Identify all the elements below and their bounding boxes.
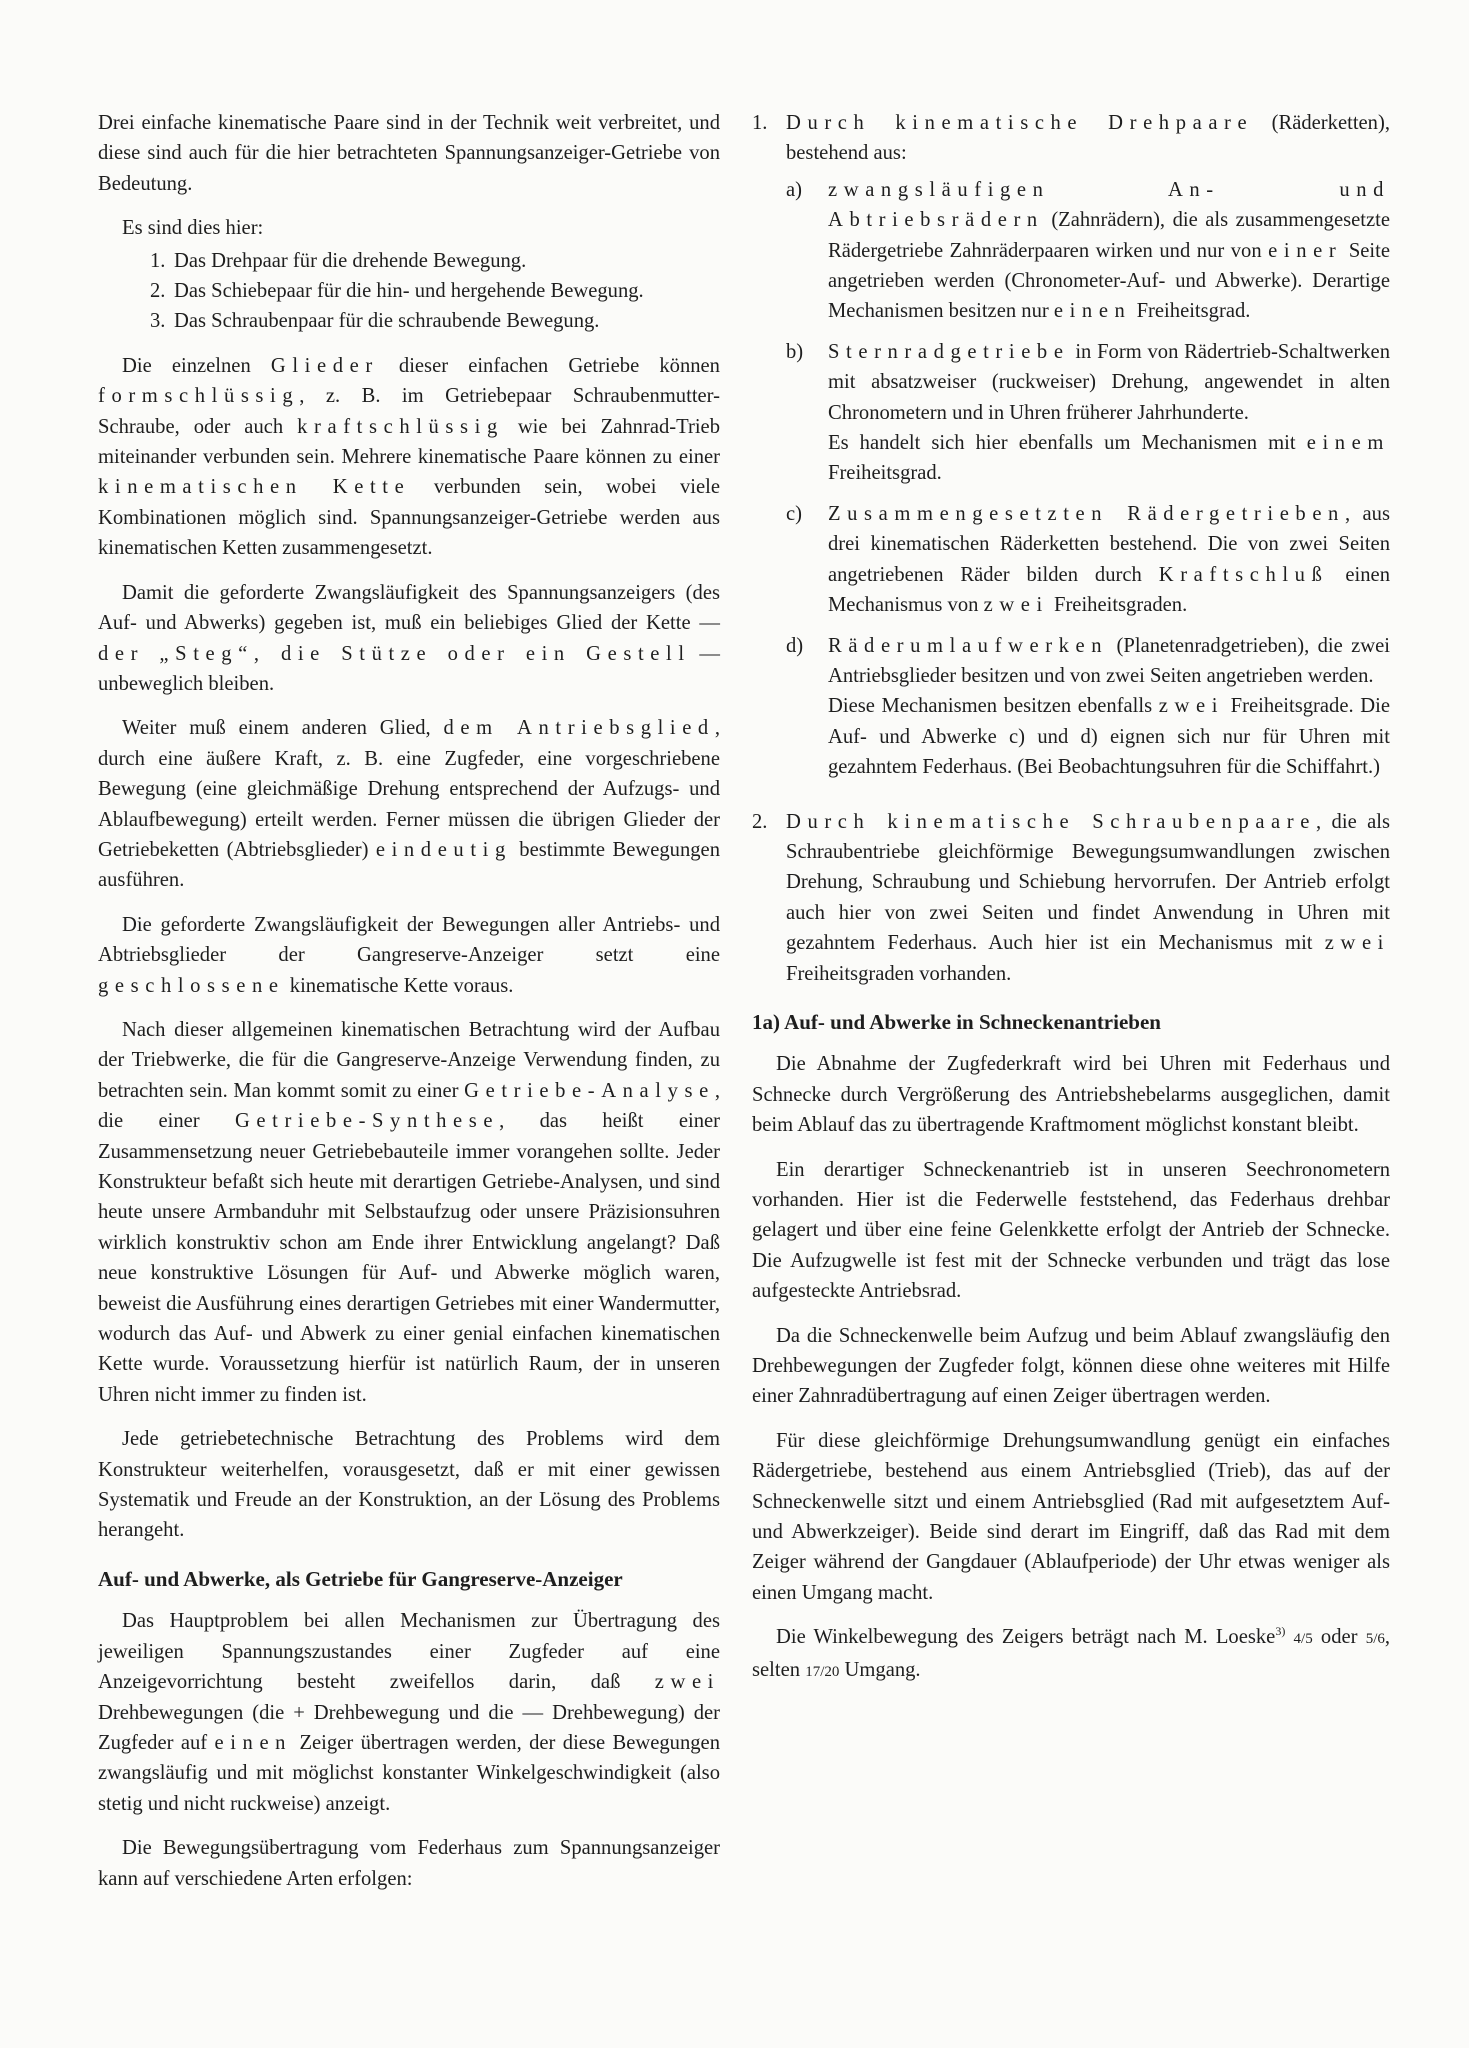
list-text: Das Schraubenpaar für die schraubende Bewegung.	[174, 310, 600, 333]
paragraph: Jede getriebetechnische Betrachtung des Problems wird dem Konstrukteur weiterhelfen, vorausgesetzt, daß er mit einer gewissen Systematik und Freude an der Konstruktion, an der Lösung des Problems herangeht.	[98, 1428, 720, 1542]
paragraph: Die Winkelbewegung des Zeigers beträgt nach M. Loeske$^{3)}$ 4/5 oder 5/6, selten 17/20 Umgang.	[752, 1624, 1391, 1681]
left-column	[98, 108, 720, 1908]
list-number: 1.	[752, 112, 768, 134]
paragraph: Für diese gleichförmige Drehungsumwandlung genügt ein einfaches Rädergetriebe, bestehend aus einem Antriebsglied (Trieb), das auf der Schneckenwelle sitzt und einem Antriebsglied (Rad mit aufgesetztem Auf- und Abwerkzeiger). Beide sind derart im Eingriff, daß das Rad mit dem Zeiger während der Gangdauer (Ablaufperiode) der Uhr etwas weniger als einen Umgang macht.	[752, 1429, 1390, 1604]
paragraph: Es sind dies hier:	[122, 217, 264, 240]
list-number: 1.	[150, 249, 166, 272]
list-text: Das Drehpaar für die drehende Bewegung.	[174, 249, 527, 272]
paragraph: Die einzelnen Glieder dieser einfachen Getriebe können formschlüssig, z. B. im Getriebepaar Schraubenmutter-Schraube, oder auch kraftschlüssig wie bei Zahnrad-Trieb miteinander verbunden sein. Mehrere kinematische Paare können zu einer kinematischen Kette verbunden sein, wobei viele Kombinationen möglich sind. Spannungsanzeiger-Getriebe werden aus kinematischen Ketten zusammengesetzt.	[98, 354, 720, 560]
spaced-term: Sternradgetriebe	[828, 340, 1070, 363]
fraction: 4/5	[1293, 1631, 1313, 1648]
paragraph: Die geforderte Zwangsläufigkeit der Bewegungen aller Antriebs- und Abtriebsglieder der Gangreserve-Anzeiger setzt eine geschlossene kinematische Kette voraus.	[98, 913, 720, 997]
spaced-term: zwei	[1324, 932, 1390, 955]
sub-list-letter: c)	[786, 502, 802, 525]
spaced-term: einem	[1306, 432, 1390, 455]
spaced-term: der „Steg“, die Stütze oder ein Gestell	[98, 642, 691, 665]
paragraph: Ein derartiger Schneckenantrieb ist in unseren Seechronometern vorhanden. Hier ist die Federwelle feststehend, das Federhaus drehbar gelagert und über eine feine Gelenkkette erfolgt der Antrieb der Schnecke. Die Aufzugwelle ist fest mit der Schnecke verbunden und trägt das lose aufgesteckte Antriebsrad.	[752, 1158, 1390, 1303]
sub-list-item: b) Sternradgetriebe in Form von Rädertrieb-Schaltwerken mit absatzweiser (ruckweiser) Drehung, angewendet in alten Chronometern und in Uhren früherer Jahrhunderte. Es handelt sich hier ebenfalls um Mechanismen mit einem Freiheitsgrad.	[786, 337, 1390, 489]
spaced-term: Räderumlaufwerken	[828, 634, 1109, 657]
list-item	[752, 807, 1390, 989]
spaced-term: kinematischen Kette	[98, 476, 411, 499]
list-item	[98, 246, 720, 276]
spaced-term: Kraftschluß	[1158, 563, 1329, 586]
sub-list-item: c) Zusammengesetzten Rädergetrieben, aus drei kinematischen Räderketten bestehend. Die von zwei Seiten angetriebenen Räder bilden durch Kraftschluß einen Mechanismus von zwei Freiheitsgraden.	[786, 499, 1390, 621]
sub-list-letter: b)	[786, 340, 804, 363]
paragraph: Damit die geforderte Zwangsläufigkeit des Spannungsanzeigers (des Auf- und Abwerks) gegeben ist, muß ein beliebiges Glied der Kette — der „Steg“, die Stütze oder ein Gestell — unbeweglich bleiben.	[98, 581, 720, 695]
spaced-term: dem Antriebsglied	[443, 717, 715, 740]
spaced-term: zwei	[654, 1671, 720, 1694]
spaced-term: Durch kinematische Drehpaare	[786, 112, 1254, 134]
spaced-term: Glieder	[270, 354, 379, 377]
sub-list-item: a) zwangsläufigen An- und Abtriebsrädern (Zahnrädern), die als zusammengesetzte Rädergetriebe Zahnräderpaaren wirken und nur von einer Seite angetrieben werden (Chronometer-Auf- und Abwerke). Derartige Mechanismen besitzen nur einen Freiheitsgrad.	[786, 175, 1390, 327]
paragraph: Das Hauptproblem bei allen Mechanismen zur Übertragung des jeweiligen Spannungszustandes einer Zugfeder auf eine Anzeigevorrichtung besteht zweifellos darin, daß zwei Drehbewegungen (die + Drehbewegung und die — Drehbewegung) der Zugfeder auf einen Zeiger übertragen werden, der diese Bewegungen zwangsläufig und mit möglichst konstanter Winkelgeschwindigkeit (also stetig und nicht ruckweise) anzeigt.	[98, 1610, 720, 1815]
sub-list-letter: a)	[786, 178, 802, 201]
list-text: Das Schiebepaar für die hin- und hergehende Bewegung.	[174, 280, 644, 303]
paragraph: Da die Schneckenwelle beim Aufzug und beim Ablauf zwangsläufig den Drehbewegungen der Zugfeder folgt, können diese ohne weiteres mit Hilfe einer Zahnradübertragung auf einen Zeiger übertragen werden.	[752, 1324, 1390, 1408]
spaced-term: Getriebe-Synthese	[234, 1110, 500, 1133]
list-number: 3.	[150, 310, 166, 333]
spaced-term: eindeutig	[375, 838, 512, 861]
list-item	[98, 306, 720, 336]
paragraph: Die Bewegungsübertragung vom Federhaus zum Spannungsanzeiger kann auf verschiedene Arten erfolgen:	[98, 1837, 720, 1890]
footnote-ref: 3)	[1275, 1624, 1286, 1639]
sub-list-letter: d)	[786, 634, 804, 657]
list-item	[752, 108, 1390, 793]
sub-list-item: d) Räderumlaufwerken (Planetenradgetrieben), die zwei Antriebsglieder besitzen und von zwei Seiten angetrieben werden. Diese Mechanismen besitzen ebenfalls zwei Freiheitsgrade. Die Auf- und Abwerke c) und d) eignen sich nur für Uhren mit gezahntem Federhaus. (Bei Beobachtungsuhren für die Schiffahrt.)	[786, 631, 1390, 783]
paragraph: Die Abnahme der Zugfederkraft wird bei Uhren mit Federhaus und Schnecke durch Vergrößerung des Antriebshebelarms ausgeglichen, damit beim Ablauf das zu übertragende Kraftmoment möglichst konstant bleibt.	[752, 1053, 1390, 1137]
spaced-term: einen	[1053, 300, 1132, 323]
list-number: 2.	[752, 810, 768, 833]
spaced-term: zwei	[983, 594, 1049, 617]
spaced-term: zwangsläufigen An- und Abtriebsrädern	[828, 178, 1390, 232]
spaced-term: Durch kinematische Schraubenpaare	[786, 810, 1316, 833]
spaced-term: Zusammengesetzten Rädergetrieben	[828, 502, 1345, 525]
paragraph: Nach dieser allgemeinen kinematischen Betrachtung wird der Aufbau der Triebwerke, die für die Gangreserve-Anzeige Verwendung finden, zu betrachten sein. Man kommt somit zu einer Getriebe-Analyse, die einer Getriebe-Synthese, das heißt einer Zusammensetzung neuer Getriebebauteile immer vorangehen sollte. Jeder Konstrukteur befaßt sich heute mit derartigen Getriebe-Analysen, und sind heute unsere Armbanduhr mit Selbstaufzug oder unsere Präzisionsuhren wirklich konstruktiv schon am Ende ihrer Entwicklung angelangt? Daß neue konstruktive Lösungen für Auf- und Abwerke möglich waren, beweist die Ausführung eines derartigen Getriebes mit einer Wandermutter, wodurch das Auf- und Abwerk zu einer genial einfachen kinematischen Kette wurde. Voraussetzung hierfür ist natürlich Raum, der in unseren Uhren nicht immer zu finden ist.	[98, 1018, 720, 1406]
spaced-term: formschlüssig	[98, 385, 300, 408]
spaced-term: zwei	[1158, 695, 1225, 718]
spaced-term: geschlossene	[98, 974, 285, 997]
continuation-line: Es handelt sich hier ebenfalls um Mechanismen mit einem Freiheitsgrad.	[828, 432, 1390, 485]
spaced-term: einen	[214, 1731, 293, 1754]
paragraph: Weiter muß einem anderen Glied, dem Antriebsglied, durch eine äußere Kraft, z. B. eine Zugfeder, eine vorgeschriebene Bewegung (eine gleichmäßige Drehung entsprechend der Aufzugs- und Ablaufbewegung) erteilt werden. Ferner müssen die übrigen Glieder der Getriebeketten (Abtriebsglieder) eindeutig bestimmte Bewegungen ausführen.	[98, 717, 720, 892]
section-heading: Auf- und Abwerke, als Getriebe für Gangreserve-Anzeiger	[98, 1566, 623, 1591]
spaced-term: kraftschlüssig	[297, 415, 504, 438]
continuation-line: Diese Mechanismen besitzen ebenfalls zwei Freiheitsgrade. Die Auf- und Abwerke c) und d) eignen sich nur für Uhren mit gezahntem Federhaus. (Bei Beobachtungsuhren für die Schiffahrt.)	[828, 695, 1390, 779]
fraction: 17/20	[805, 1663, 840, 1680]
list-number: 2.	[150, 280, 166, 303]
list-body: Durch kinematische Schraubenpaare, die als Schraubentriebe gleichförmige Bewegungsumwandlungen zwischen Drehung, Schraubung und Schiebung hervorrufen. Der Antrieb erfolgt auch hier von zwei Seiten und findet Anwendung in Uhren mit gezahntem Federhaus. Auch hier ist ein Mechanismus mit zwei Freiheitsgraden vorhanden.	[786, 810, 1390, 985]
fraction: 5/6	[1365, 1631, 1385, 1648]
right-column	[752, 108, 1390, 1701]
spaced-term: Getriebe-Analyse	[464, 1079, 715, 1102]
list-item	[98, 276, 720, 306]
spaced-term: einer	[1268, 239, 1343, 262]
section-heading: 1a) Auf- und Abwerke in Schneckenantrieben	[752, 1009, 1161, 1034]
list-body: Durch kinematische Drehpaare (Räderketten), bestehend aus: a) zwangsläufigen An- und Abtriebsrädern (Zahnrädern), die als zusammengesetzte Rädergetriebe Zahnräderpaaren wirken und nur von einer Seite angetrieben werden (Chronometer-Auf- und Abwerke). Derartige Mechanismen besitzen nur einen Freiheitsgrad. b) Sternradgetriebe in Form von Rädertrieb-Schaltwerken mit absatzweiser (ruckweiser) Drehung, angewendet in alten Chronometern und in Uhren früherer Jahrhunderte. Es handelt sich hier ebenfalls um Mechanismen mit einem Freiheitsgrad. c) Zusammengesetzten Rädergetrieben, aus drei kinematischen Räderketten bestehend. Die von zwei Seiten angetriebenen Räder bilden durch Kraftschluß einen Mechanismus von zwei Freiheitsgraden. d) Räderumlaufwerken (Planetenradgetrieben), die zwei Antriebsglieder besitzen und von zwei Seiten angetrieben werden. Diese Mechanismen besitzen ebenfalls zwei Freiheitsgrade. Die Auf- und Abwerke c) und d) eignen sich nur für Uhren mit gezahntem Federhaus. (Bei Beobachtungsuhren für die Schiffahrt.)	[786, 108, 1390, 793]
paragraph: Drei einfache kinematische Paare sind in der Technik weit verbreitet, und diese sind auch für die hier betrachteten Spannungsanzeiger-Getriebe von Bedeutung.	[98, 112, 720, 195]
